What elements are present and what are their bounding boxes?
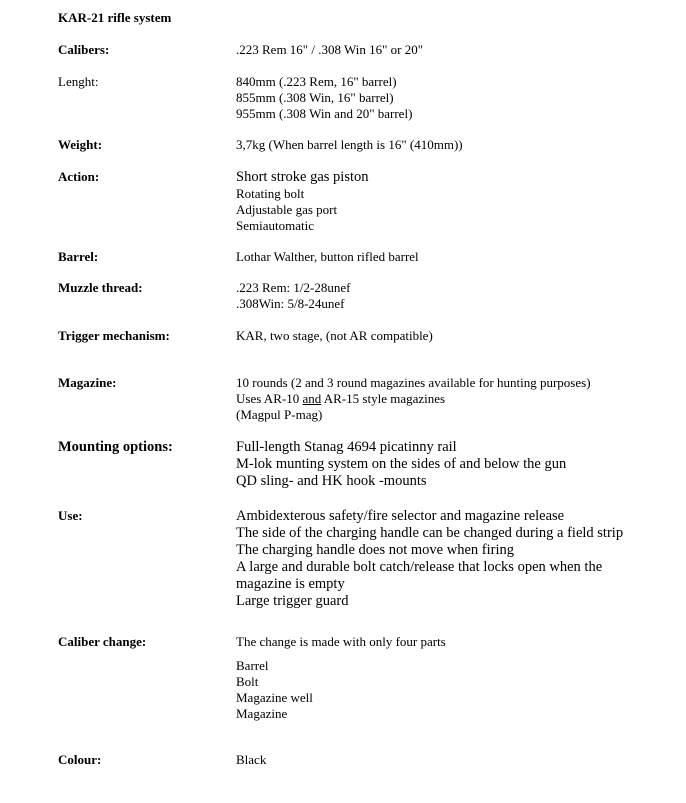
spec-label-calibers: Calibers: xyxy=(58,42,110,57)
uses-text-post: AR-15 style magazines xyxy=(321,391,446,406)
spec-value-line: The charging handle does not move when firing xyxy=(236,542,514,558)
spec-label-magazine: Magazine: xyxy=(58,375,117,390)
spec-value-line: Magazine xyxy=(236,706,288,721)
spec-value-line: Black xyxy=(236,752,267,767)
spec-value-line: 10 rounds (2 and 3 round magazines available for hunting purposes) xyxy=(236,375,591,390)
spec-value-calibers xyxy=(236,42,656,58)
spec-label-barrel: Barrel: xyxy=(58,249,99,264)
spec-label-trigger-mechanism: Trigger mechanism: xyxy=(58,328,170,343)
spec-label-caliber-change: Caliber change: xyxy=(58,634,147,649)
spec-label-muzzle-thread: Muzzle thread: xyxy=(58,280,143,295)
spec-value-line: The change is made with only four parts xyxy=(236,634,446,649)
spec-value-line: Barrel xyxy=(236,658,269,673)
document-title: KAR-21 rifle system xyxy=(58,10,172,25)
spec-value-line: Ambidexterous safety/fire selector and magazine release xyxy=(236,508,565,524)
spec-value-weight xyxy=(236,137,656,153)
spec-value-caliber-change xyxy=(236,634,656,722)
spec-label-use: Use: xyxy=(58,508,83,523)
spec-value-line: magazine is empty xyxy=(236,576,345,592)
spec-value-length xyxy=(236,74,656,122)
spec-value-line: .223 Rem 16" / .308 Win 16" or 20" xyxy=(236,42,424,57)
spec-value-magazine xyxy=(236,375,656,423)
spec-value-line: A large and durable bolt catch/release that locks open when the xyxy=(236,559,603,575)
spec-value-line: Adjustable gas port xyxy=(236,202,338,217)
spec-label-action: Action: xyxy=(58,169,100,184)
uses-text-pre: Uses AR-10 xyxy=(236,391,303,406)
spec-label-mounting-options: Mounting options: xyxy=(58,439,173,455)
spec-value-line: Short stroke gas piston xyxy=(236,169,369,185)
spec-value-line: .308Win: 5/8-24unef xyxy=(236,296,345,311)
spec-value-colour xyxy=(236,752,656,768)
spec-value-line: 3,7kg (When barrel length is 16" (410mm)) xyxy=(236,137,463,152)
spec-value-line: QD sling- and HK hook -mounts xyxy=(236,473,427,489)
spec-value-line: (Magpul P-mag) xyxy=(236,407,323,422)
spec-value-line: Large trigger guard xyxy=(236,593,349,609)
spec-value-muzzle-thread xyxy=(236,280,656,312)
spec-value-trigger-mechanism xyxy=(236,328,656,344)
spec-value-line: Lothar Walther, button rifled barrel xyxy=(236,249,419,264)
spec-value-line: Magazine well xyxy=(236,690,313,705)
spec-value-line: Rotating bolt xyxy=(236,186,305,201)
spec-value-line: KAR, two stage, (not AR compatible) xyxy=(236,328,433,343)
spec-label-colour: Colour: xyxy=(58,752,102,767)
spec-value-line: The side of the charging handle can be changed during a field strip xyxy=(236,525,624,541)
spec-value-line: Bolt xyxy=(236,674,259,689)
spec-value-mounting-options xyxy=(236,439,656,490)
spec-value-line: Full-length Stanag 4694 picatinny rail xyxy=(236,439,457,455)
spec-label-weight: Weight: xyxy=(58,137,103,152)
spec-value-use xyxy=(236,508,656,610)
spec-value-action xyxy=(236,169,656,234)
spec-value-line: Semiautomatic xyxy=(236,218,314,233)
spec-value-line: .223 Rem: 1/2-28unef xyxy=(236,280,351,295)
spec-value-line: 855mm (.308 Win, 16" barrel) xyxy=(236,90,394,105)
spec-label-length: Lenght: xyxy=(58,74,99,89)
spec-value-barrel xyxy=(236,249,656,265)
spec-value-line-uses xyxy=(236,391,656,407)
uses-text-underlined: and xyxy=(302,391,322,406)
spec-value-line: 955mm (.308 Win and 20" barrel) xyxy=(236,106,413,121)
spec-value-line: 840mm (.223 Rem, 16" barrel) xyxy=(236,74,397,89)
spec-value-line: M-lok munting system on the sides of and below the gun xyxy=(236,456,567,472)
